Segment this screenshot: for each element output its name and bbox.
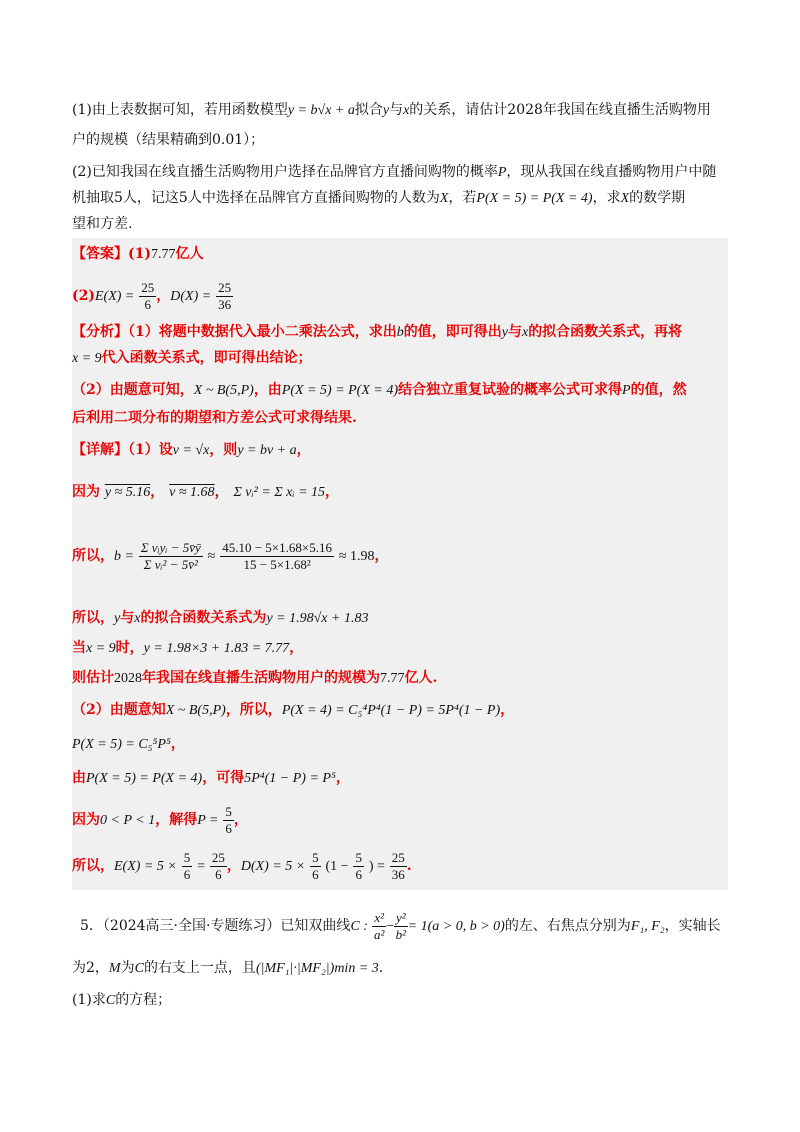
P-fraction bbox=[223, 804, 234, 837]
text: ， bbox=[296, 442, 311, 458]
formula: D(X) = 5 × bbox=[240, 859, 306, 874]
formula: ) = bbox=[368, 859, 385, 874]
text: （1）设 bbox=[128, 442, 173, 458]
text: 因为 bbox=[72, 484, 100, 500]
var-x: x bbox=[134, 611, 141, 626]
text: 的关系，请估计2028年我国在线直播生活购物用 bbox=[409, 102, 711, 118]
formula: v = √x bbox=[172, 443, 210, 458]
formula: 0 < P < 1 bbox=[100, 813, 156, 828]
text: 的拟合函数关系式，再将 bbox=[528, 324, 683, 340]
text: ， bbox=[374, 548, 389, 564]
text: 与 bbox=[120, 610, 135, 626]
formula: (1 − bbox=[325, 859, 349, 874]
fraction bbox=[372, 910, 386, 943]
var-y: y bbox=[382, 103, 390, 118]
detail-line-3 bbox=[72, 528, 389, 585]
numerator: 5 bbox=[312, 849, 319, 865]
question-2-line-3: 望和方差. bbox=[72, 216, 133, 232]
var-y: y bbox=[114, 611, 121, 626]
text: 所以， bbox=[72, 858, 114, 874]
formula-b: b = bbox=[114, 549, 134, 564]
expectation-fraction bbox=[139, 280, 156, 313]
text: (1)由上表数据可知，若用函数模型 bbox=[72, 102, 288, 118]
text: ，现从我国在线直播购物用户中随 bbox=[506, 164, 717, 180]
text: ， bbox=[335, 770, 350, 786]
minus: − bbox=[386, 919, 394, 934]
text: 时， bbox=[115, 640, 144, 656]
problem-5-line-2 bbox=[72, 958, 383, 979]
formula: y = 1.98×3 + 1.83 = 7.77 bbox=[143, 641, 290, 656]
denominator: 6 bbox=[355, 866, 362, 882]
answer-line-1 bbox=[72, 244, 204, 265]
var-b: b bbox=[396, 325, 404, 340]
text: 拟合 bbox=[354, 102, 383, 118]
text: ， bbox=[170, 736, 185, 752]
denominator: 36 bbox=[218, 296, 232, 312]
text: (1)求 bbox=[72, 992, 106, 1008]
formula: P(X = 5) = P(X = 4) bbox=[86, 771, 203, 786]
text: ， bbox=[289, 640, 304, 656]
sum-formula: Σ vᵢ² = Σ xᵢ = 15 bbox=[233, 485, 326, 500]
denominator: 15 − 5×1.68² bbox=[243, 556, 311, 572]
text: （2）由题意可知， bbox=[72, 382, 194, 398]
model-formula: y = b√x + a bbox=[287, 103, 355, 118]
detail-line-1 bbox=[72, 440, 311, 461]
text: 因为 bbox=[72, 812, 100, 828]
analysis-line-3 bbox=[72, 380, 687, 401]
analysis-line-4: 后利用二项分布的期望和方差公式可求得结果. bbox=[72, 410, 357, 426]
numerator: 25 bbox=[141, 279, 155, 295]
formula: P(X = 5) = C₅⁵P⁵ bbox=[72, 737, 171, 752]
question-2-line-1 bbox=[72, 162, 716, 183]
denominator: Σ vᵢ² − 5v̄² bbox=[143, 556, 198, 572]
separator: ， bbox=[214, 484, 229, 500]
denominator: 36 bbox=[391, 866, 405, 882]
text: 的数学期 bbox=[629, 190, 686, 206]
detail-line-4 bbox=[72, 608, 368, 629]
formula: X ~ B(5,P) bbox=[193, 383, 254, 398]
fraction bbox=[390, 850, 407, 883]
approx-sign: ≈ bbox=[207, 549, 216, 564]
formula: 5P⁴(1 − P) = P⁵ bbox=[244, 771, 336, 786]
formula: P(X = 5) = P(X = 4) bbox=[281, 383, 399, 398]
denominator: a² bbox=[374, 926, 385, 942]
b-fraction-symbolic bbox=[139, 540, 203, 573]
analysis-line-2 bbox=[72, 348, 312, 369]
numerator: Σ vᵢyᵢ − 5v̄ȳ bbox=[140, 539, 201, 555]
fraction bbox=[182, 850, 193, 883]
numerator: x² bbox=[374, 909, 385, 925]
result: ≈ 1.98 bbox=[338, 549, 375, 564]
text: ， bbox=[500, 702, 515, 718]
var-y: y bbox=[501, 325, 508, 340]
separator: ， bbox=[150, 484, 165, 500]
detail-line-11 bbox=[72, 848, 412, 885]
text: ， bbox=[233, 812, 248, 828]
fraction bbox=[310, 850, 321, 883]
denominator: 6 bbox=[312, 866, 319, 882]
denominator: b² bbox=[395, 926, 406, 942]
variance-fraction bbox=[216, 280, 233, 313]
text: 由 bbox=[72, 770, 86, 786]
numerator: 5 bbox=[355, 849, 362, 865]
var-P: P bbox=[622, 383, 631, 398]
formula: x = 9 bbox=[72, 351, 102, 366]
numerator: 25 bbox=[218, 279, 232, 295]
numerator: 25 bbox=[211, 849, 225, 865]
text: ，可得 bbox=[202, 770, 245, 786]
condition-formula: P(X = 5) = P(X = 4) bbox=[476, 191, 593, 206]
question-1-line-1 bbox=[72, 100, 711, 121]
fraction bbox=[353, 850, 364, 883]
answer-line-2 bbox=[72, 278, 233, 315]
analysis-label: 【分析】 bbox=[72, 324, 128, 340]
detail-line-10 bbox=[72, 802, 248, 839]
text: . bbox=[406, 858, 412, 874]
formula: P(X = 4) = C₅⁴P⁴(1 − P) = 5P⁴(1 − P) bbox=[281, 703, 501, 718]
value: 7.77 bbox=[380, 671, 405, 686]
text: 年我国在线直播生活购物用户的规模为 bbox=[142, 670, 380, 686]
text: 5．（2024高三·全国·专题练习）已知双曲线 bbox=[80, 918, 351, 934]
formula: y = bv + a bbox=[237, 443, 297, 458]
formula: (|MF₁|·|MF₂|)min = 3 bbox=[255, 961, 379, 976]
denominator: 6 bbox=[144, 296, 151, 312]
formula: C : bbox=[350, 919, 368, 934]
text: 亿人. bbox=[404, 670, 438, 686]
text: ，所以， bbox=[225, 702, 282, 718]
var-x: x bbox=[521, 325, 529, 340]
numerator: 5 bbox=[225, 803, 232, 819]
formula: x = 9 bbox=[86, 641, 116, 656]
answer-1-value: 7.77 bbox=[151, 247, 176, 262]
text: 为 bbox=[120, 960, 135, 976]
numerator: 25 bbox=[391, 849, 405, 865]
separator: ， bbox=[156, 288, 171, 304]
var-X: X bbox=[620, 191, 630, 206]
numerator: 45.10 − 5×1.68×5.16 bbox=[222, 539, 332, 555]
detail-line-2 bbox=[72, 476, 339, 509]
formula-ybar: y ≈ 5.16 bbox=[104, 485, 151, 500]
fraction bbox=[210, 850, 227, 883]
formula: P = bbox=[197, 813, 219, 828]
denominator: 6 bbox=[225, 820, 232, 836]
formula: = 1(a > 0, b > 0) bbox=[407, 919, 505, 934]
text: 代入函数关系式，即可得出结论； bbox=[101, 350, 312, 366]
var-x: x bbox=[403, 103, 410, 118]
question-2-line-2 bbox=[72, 188, 685, 209]
problem-5-line-3 bbox=[72, 990, 171, 1011]
expectation-lhs: E(X) = bbox=[95, 289, 135, 304]
answer-1-unit: 亿人 bbox=[175, 246, 204, 262]
numerator: 5 bbox=[183, 849, 191, 865]
detail-line-8 bbox=[72, 734, 185, 755]
b-fraction-numeric bbox=[220, 540, 334, 573]
text: （2）由题意知 bbox=[72, 702, 166, 718]
text: 则估计 bbox=[72, 670, 114, 686]
detail-label: 【详解】 bbox=[72, 442, 128, 458]
fitted-equation: y = 1.98√x + 1.83 bbox=[266, 611, 369, 626]
answer-label: 【答案】(1) bbox=[72, 246, 151, 262]
text: ， bbox=[325, 484, 340, 500]
text: 与 bbox=[389, 102, 404, 118]
text: 为2， bbox=[72, 960, 109, 976]
formula-vbar: v ≈ 1.68 bbox=[169, 485, 215, 500]
text: 的方程； bbox=[115, 992, 172, 1008]
text: 的值，然 bbox=[630, 382, 687, 398]
detail-line-5 bbox=[72, 638, 303, 659]
text: (2)已知我国在线直播生活购物用户选择在品牌官方直播间购物的概率 bbox=[72, 164, 498, 180]
question-1-line-2: 户的规模（结果精确到0.01）； bbox=[72, 132, 265, 148]
detail-line-7 bbox=[72, 700, 514, 721]
text: 所以， bbox=[72, 548, 114, 564]
text: ，实轴长 bbox=[664, 918, 721, 934]
text: 当 bbox=[72, 640, 86, 656]
text: （1）将题中数据代入最小二乘法公式，求出 bbox=[128, 324, 397, 340]
denominator: 6 bbox=[215, 866, 222, 882]
numerator: y² bbox=[395, 909, 406, 925]
text: 机抽取5人，记这5人中选择在品牌官方直播间购物的人数为 bbox=[72, 190, 440, 206]
detail-line-9 bbox=[72, 768, 350, 789]
problem-5-line-1 bbox=[80, 906, 721, 947]
formula: E(X) = 5 × bbox=[114, 859, 177, 874]
text: ，解得 bbox=[155, 812, 198, 828]
fraction bbox=[394, 910, 408, 943]
var-P: P bbox=[497, 165, 507, 180]
detail-line-6 bbox=[72, 668, 437, 689]
variance-lhs: D(X) = bbox=[170, 289, 212, 304]
year: 2028 bbox=[114, 671, 142, 686]
text: ，若 bbox=[448, 190, 477, 206]
analysis-line-1 bbox=[72, 322, 682, 343]
var-C: C bbox=[134, 961, 144, 976]
text: . bbox=[378, 960, 384, 976]
text: ，求 bbox=[592, 190, 621, 206]
formula: F₁, F₂ bbox=[630, 919, 665, 934]
text: ，由 bbox=[253, 382, 282, 398]
text: ，则 bbox=[209, 442, 238, 458]
formula: X ~ B(5,P) bbox=[165, 703, 226, 718]
denominator: 6 bbox=[183, 866, 191, 882]
text: 与 bbox=[507, 324, 522, 340]
var-C: C bbox=[105, 993, 116, 1008]
var-M: M bbox=[108, 961, 121, 976]
text: 的右支上一点，且 bbox=[143, 960, 256, 976]
answer-2-label: (2) bbox=[72, 288, 95, 304]
text: 的拟合函数关系式为 bbox=[140, 610, 267, 626]
text: 所以， bbox=[72, 610, 114, 626]
equals: = bbox=[197, 859, 205, 874]
var-X: X bbox=[439, 191, 449, 206]
text: 结合独立重复试验的概率公式可求得 bbox=[398, 382, 623, 398]
separator: ， bbox=[226, 858, 241, 874]
text: 的值，即可得出 bbox=[403, 324, 502, 340]
text: 的左、右焦点分别为 bbox=[504, 918, 631, 934]
